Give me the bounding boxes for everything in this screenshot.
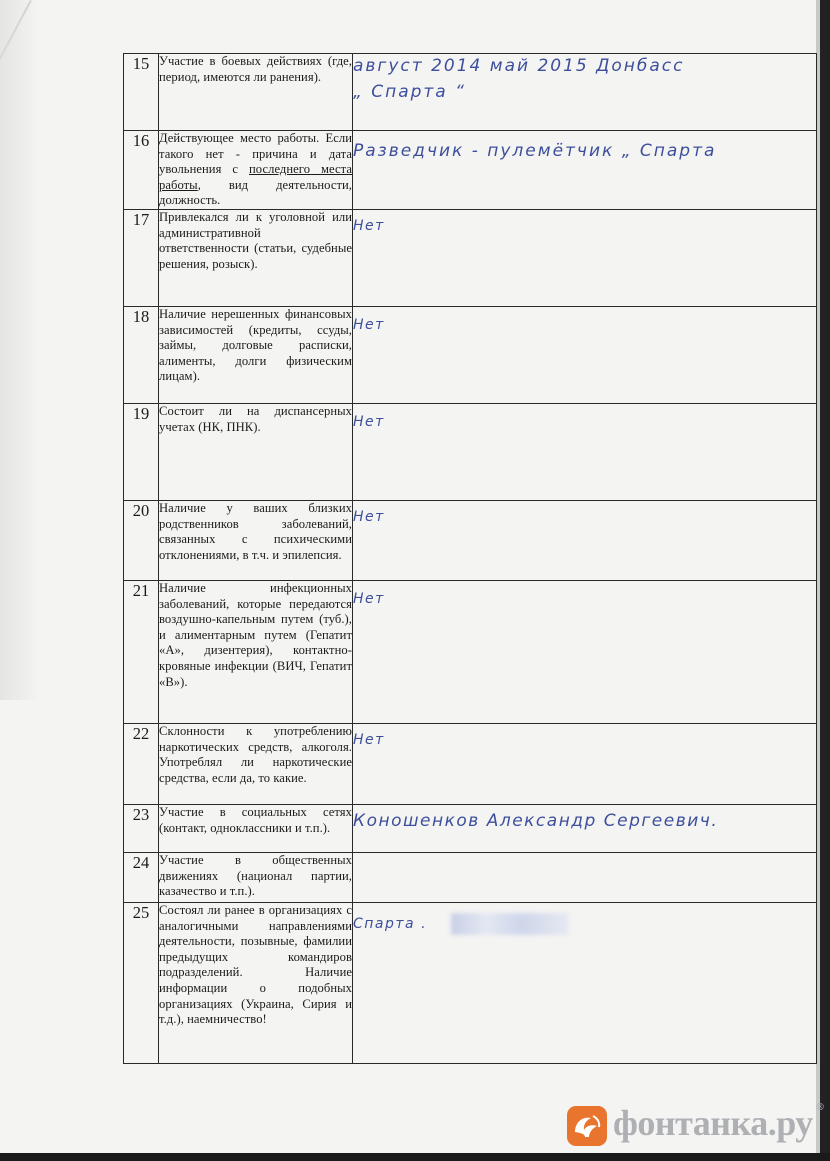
- row-number: 18: [124, 307, 159, 404]
- question-text: [159, 131, 353, 210]
- watermark-text: фонтанка.ру: [613, 1103, 813, 1143]
- question-text-underlined: последнего места работы: [159, 162, 352, 192]
- handwritten-answer: [353, 724, 817, 805]
- table-row: [124, 404, 817, 501]
- handwritten-answer: [353, 581, 817, 724]
- table-row: [124, 581, 817, 724]
- row-number: 19: [124, 404, 159, 501]
- question-text: Состоит ли на диспансерных учетах (НК, ПНК).: [159, 404, 353, 501]
- answer-line: Нет: [353, 591, 385, 607]
- handwritten-answer: [353, 307, 817, 404]
- row-number: 20: [124, 501, 159, 581]
- handwritten-answer: [353, 805, 817, 853]
- row-number: 25: [124, 903, 159, 1064]
- registered-mark: ®: [815, 1102, 825, 1113]
- answer-line: Нет: [353, 218, 385, 234]
- row-number: 22: [124, 724, 159, 805]
- handwritten-answer: [353, 131, 817, 210]
- question-text-part: Действующее место работы. Если такого нет - причина и дата увольнения с: [159, 131, 352, 177]
- table-row: [124, 307, 817, 404]
- scan-edge-bottom: [0, 1153, 830, 1161]
- question-text: Участие в социальных сетях (контакт, одноклассники и т.п.).: [159, 805, 353, 853]
- table-row: [124, 853, 817, 903]
- answer-line: [353, 913, 816, 935]
- question-text: Участие в общественных движениях (национал партии, казачество и т.п.).: [159, 853, 353, 903]
- table-row: [124, 210, 817, 307]
- answer-line: „ Спарта “: [353, 82, 466, 102]
- question-text: Участие в боевых действиях (где, период, имеются ли ранения).: [159, 54, 353, 131]
- answer-line: Коношенков Александр Сергеевич.: [353, 811, 719, 831]
- answer-line: Нет: [353, 509, 385, 525]
- scan-edge-right: [820, 0, 830, 1161]
- row-number: 24: [124, 853, 159, 903]
- handwritten-answer-empty: [353, 853, 817, 903]
- fontanka-watermark: [567, 1102, 825, 1148]
- question-text: Привлекался ли к уголовной или административной ответственности (статьи, судебные решения, розыск).: [159, 210, 353, 307]
- table-row: [124, 805, 817, 853]
- question-text: Состоял ли ранее в организациях с аналогичными направлениями деятельности, позывные, фамилии предыдущих командиров подразделений. Наличие информации о подобных организациях (Украина, Сирия и т.д.), наемничество!: [159, 903, 353, 1064]
- question-text: Склонности к употреблению наркотических средств, алкоголя. Употреблял ли наркотические средства, если да, то какие.: [159, 724, 353, 805]
- handwritten-answer: [353, 54, 817, 131]
- row-number: 23: [124, 805, 159, 853]
- question-text: Наличие нерешенных финансовых зависимостей (кредиты, ссуды, займы, долговые расписки, алименты, долги физическим лицам).: [159, 307, 353, 404]
- page-shadow: [0, 0, 40, 700]
- answer-text: Спарта .: [353, 916, 428, 932]
- row-number: 16: [124, 131, 159, 210]
- handwritten-answer: [353, 903, 817, 1064]
- question-text: Наличие у ваших близких родственников заболеваний, связанных с психическими отклонениями, в т.ч. и эпилепсия.: [159, 501, 353, 581]
- handwritten-answer: [353, 210, 817, 307]
- answer-line: Разведчик - пулемётчик „ Спарта: [353, 141, 717, 161]
- questionnaire-table: [123, 53, 817, 1064]
- answer-line: Нет: [353, 317, 385, 333]
- answer-line: август 2014 май 2015 Донбасс: [353, 56, 685, 76]
- table-row: [124, 131, 817, 210]
- answer-line: Нет: [353, 732, 385, 748]
- answer-line: Нет: [353, 414, 385, 430]
- handwritten-answer: [353, 404, 817, 501]
- question-text: Наличие инфекционных заболеваний, которые передаются воздушно-капельным путем (туб.), и алиментарным путем (Гепатит «А», дизентерия), контактно-кровяные инфекции (ВИЧ, Гепатит «В»).: [159, 581, 353, 724]
- row-number: 15: [124, 54, 159, 131]
- redacted-blur: [451, 913, 569, 935]
- row-number: 21: [124, 581, 159, 724]
- table-row: [124, 724, 817, 805]
- question-text-part: , вид деятельности, должность.: [159, 177, 352, 208]
- handwritten-answer: [353, 501, 817, 581]
- fontanka-logo-icon: [567, 1106, 607, 1146]
- table-row: [124, 501, 817, 581]
- table-row: [124, 54, 817, 131]
- table-row: [124, 903, 817, 1064]
- row-number: 17: [124, 210, 159, 307]
